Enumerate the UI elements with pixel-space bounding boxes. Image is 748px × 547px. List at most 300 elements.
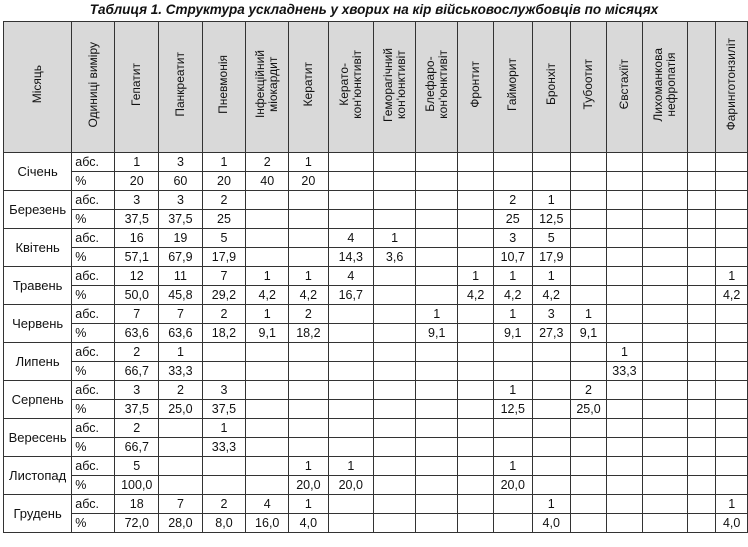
month-cell: Серпень [4, 381, 72, 419]
value-cell [571, 476, 607, 495]
table-row [4, 495, 748, 514]
value-cell [328, 210, 373, 229]
table-row [4, 400, 748, 419]
value-cell [328, 495, 373, 514]
value-cell [687, 514, 716, 533]
value-cell [571, 362, 607, 381]
header-complication [374, 22, 416, 153]
value-cell: 20,0 [494, 476, 533, 495]
value-cell: 20 [289, 172, 328, 191]
value-cell [642, 286, 687, 305]
month-cell: Квітень [4, 229, 72, 267]
header-complication [458, 22, 494, 153]
table-row [4, 229, 748, 248]
value-cell [494, 438, 533, 457]
value-cell [532, 419, 571, 438]
header-label [424, 50, 450, 119]
value-cell [571, 514, 607, 533]
value-cell [202, 476, 246, 495]
value-cell [687, 419, 716, 438]
header-text: кон'юнктивіт [349, 50, 364, 119]
value-cell: 2 [202, 495, 246, 514]
value-cell: 1 [532, 191, 571, 210]
value-cell: 1 [716, 267, 748, 286]
value-cell: 2 [115, 343, 159, 362]
value-cell [328, 438, 373, 457]
table-row [4, 419, 748, 438]
unit-cell: % [72, 514, 115, 533]
value-cell [246, 438, 289, 457]
value-cell [328, 172, 373, 191]
value-cell: 1 [328, 457, 373, 476]
value-cell: 1 [159, 343, 203, 362]
value-cell: 3 [115, 381, 159, 400]
value-cell [571, 153, 607, 172]
value-cell: 1 [606, 343, 642, 362]
value-cell: 45,8 [159, 286, 203, 305]
header-complication [606, 22, 642, 153]
value-cell: 2 [571, 381, 607, 400]
header-text: Тубоотит [580, 59, 595, 110]
value-cell [716, 191, 748, 210]
value-cell [642, 457, 687, 476]
header-label [652, 48, 678, 122]
unit-cell: % [72, 286, 115, 305]
value-cell: 18,2 [202, 324, 246, 343]
value-cell: 67,9 [159, 248, 203, 267]
value-cell [642, 324, 687, 343]
value-cell [374, 172, 416, 191]
header-complication [328, 22, 373, 153]
value-cell [374, 457, 416, 476]
unit-cell: абс. [72, 305, 115, 324]
value-cell: 5 [532, 229, 571, 248]
value-cell [716, 457, 748, 476]
value-cell: 7 [115, 305, 159, 324]
value-cell [642, 362, 687, 381]
value-cell: 4,2 [716, 286, 748, 305]
header-complication [642, 22, 687, 153]
value-cell [458, 514, 494, 533]
value-cell: 4 [328, 229, 373, 248]
value-cell [458, 400, 494, 419]
value-cell [416, 495, 458, 514]
value-cell: 29,2 [202, 286, 246, 305]
value-cell: 33,3 [159, 362, 203, 381]
value-cell: 3,6 [374, 248, 416, 267]
value-cell [687, 191, 716, 210]
value-cell [716, 172, 748, 191]
value-cell [606, 476, 642, 495]
table-row [4, 172, 748, 191]
table-row [4, 210, 748, 229]
value-cell [328, 153, 373, 172]
value-cell [687, 400, 716, 419]
value-cell [687, 362, 716, 381]
header-text: Інфекційний [253, 50, 268, 119]
value-cell [416, 267, 458, 286]
value-cell [642, 229, 687, 248]
value-cell [328, 514, 373, 533]
value-cell [687, 210, 716, 229]
value-cell [532, 457, 571, 476]
value-cell [687, 248, 716, 267]
value-cell [571, 191, 607, 210]
value-cell [642, 400, 687, 419]
header-text: Пневмонія [216, 55, 231, 114]
header-label [338, 50, 364, 119]
value-cell [606, 381, 642, 400]
value-cell: 25 [494, 210, 533, 229]
table-row [4, 438, 748, 457]
value-cell [494, 495, 533, 514]
value-cell [606, 153, 642, 172]
value-cell [532, 343, 571, 362]
header-label [725, 38, 738, 130]
month-cell: Грудень [4, 495, 72, 533]
header-label [545, 63, 558, 105]
value-cell [606, 210, 642, 229]
value-cell [289, 229, 328, 248]
value-cell [246, 381, 289, 400]
value-cell [458, 153, 494, 172]
value-cell: 1 [494, 381, 533, 400]
value-cell [246, 343, 289, 362]
value-cell: 11 [159, 267, 203, 286]
value-cell [687, 153, 716, 172]
value-cell [642, 172, 687, 191]
value-cell [458, 191, 494, 210]
value-cell [716, 381, 748, 400]
value-cell [687, 476, 716, 495]
value-cell [458, 495, 494, 514]
value-cell [458, 419, 494, 438]
value-cell [159, 476, 203, 495]
header-label [582, 59, 595, 109]
complications-table [3, 21, 748, 533]
month-cell: Вересень [4, 419, 72, 457]
value-cell [416, 419, 458, 438]
value-cell: 100,0 [115, 476, 159, 495]
value-cell [458, 172, 494, 191]
value-cell [716, 210, 748, 229]
header-label [87, 42, 100, 128]
header-text: Лихоманкова [650, 47, 665, 122]
month-cell: Січень [4, 153, 72, 191]
header-text: Фронтит [468, 61, 483, 108]
value-cell [374, 153, 416, 172]
value-cell [246, 191, 289, 210]
header-text: кон'юнктивіт [393, 50, 408, 119]
value-cell: 9,1 [494, 324, 533, 343]
value-cell [328, 305, 373, 324]
value-cell: 7 [159, 305, 203, 324]
value-cell [687, 343, 716, 362]
unit-cell: % [72, 438, 115, 457]
header-label [31, 65, 44, 103]
value-cell [374, 305, 416, 324]
value-cell: 1 [246, 267, 289, 286]
value-cell: 25 [202, 210, 246, 229]
value-cell [606, 419, 642, 438]
value-cell [687, 286, 716, 305]
value-cell [571, 286, 607, 305]
value-cell: 1 [202, 419, 246, 438]
value-cell [606, 267, 642, 286]
value-cell [642, 419, 687, 438]
unit-cell: абс. [72, 419, 115, 438]
value-cell [687, 267, 716, 286]
value-cell [374, 210, 416, 229]
header-text: нефропатія [663, 52, 678, 117]
value-cell [416, 153, 458, 172]
header-complication [159, 22, 203, 153]
value-cell [571, 267, 607, 286]
value-cell: 18,2 [289, 324, 328, 343]
value-cell: 1 [494, 305, 533, 324]
value-cell [494, 419, 533, 438]
value-cell [571, 495, 607, 514]
value-cell: 10,7 [494, 248, 533, 267]
unit-cell: абс. [72, 495, 115, 514]
table-row [4, 457, 748, 476]
value-cell [716, 324, 748, 343]
value-cell: 1 [289, 457, 328, 476]
value-cell [687, 172, 716, 191]
value-cell [642, 438, 687, 457]
value-cell [202, 457, 246, 476]
value-cell [416, 248, 458, 267]
unit-cell: абс. [72, 229, 115, 248]
value-cell [642, 191, 687, 210]
value-cell [289, 343, 328, 362]
value-cell [416, 172, 458, 191]
value-cell: 2 [202, 191, 246, 210]
value-cell [374, 476, 416, 495]
value-cell [642, 248, 687, 267]
value-cell: 37,5 [115, 210, 159, 229]
value-cell: 3 [159, 191, 203, 210]
value-cell [289, 400, 328, 419]
value-cell: 4,0 [289, 514, 328, 533]
value-cell [374, 267, 416, 286]
value-cell: 40 [246, 172, 289, 191]
value-cell [571, 438, 607, 457]
value-cell [289, 191, 328, 210]
value-cell [289, 248, 328, 267]
value-cell: 60 [159, 172, 203, 191]
header-label [469, 61, 482, 108]
value-cell [416, 362, 458, 381]
value-cell: 2 [202, 305, 246, 324]
value-cell [246, 476, 289, 495]
value-cell [687, 229, 716, 248]
value-cell [532, 172, 571, 191]
value-cell [606, 305, 642, 324]
value-cell [416, 343, 458, 362]
header-text: кон'юнктивіт [435, 50, 450, 119]
value-cell [328, 191, 373, 210]
value-cell [642, 210, 687, 229]
value-cell [687, 438, 716, 457]
unit-cell: % [72, 362, 115, 381]
table-row [4, 248, 748, 267]
value-cell [458, 343, 494, 362]
value-cell [328, 324, 373, 343]
value-cell [687, 324, 716, 343]
value-cell: 7 [159, 495, 203, 514]
value-cell: 1 [246, 305, 289, 324]
table-row [4, 191, 748, 210]
value-cell [687, 381, 716, 400]
unit-cell: % [72, 400, 115, 419]
value-cell [494, 153, 533, 172]
value-cell: 5 [202, 229, 246, 248]
value-cell [159, 438, 203, 457]
table-row [4, 476, 748, 495]
table-row [4, 305, 748, 324]
value-cell [246, 248, 289, 267]
value-cell [458, 457, 494, 476]
unit-cell: % [72, 324, 115, 343]
value-cell [606, 172, 642, 191]
value-cell [374, 438, 416, 457]
value-cell [571, 229, 607, 248]
table-caption: Таблиця 1. Структура ускладнень у хворих на кір військовослужбовців по місяцях [89, 2, 659, 17]
value-cell [571, 210, 607, 229]
value-cell: 4,0 [532, 514, 571, 533]
value-cell: 28,0 [159, 514, 203, 533]
value-cell [374, 495, 416, 514]
value-cell [328, 343, 373, 362]
value-cell [246, 419, 289, 438]
value-cell [416, 210, 458, 229]
header-text: Гайморит [505, 58, 520, 111]
header-text: Керато- [336, 63, 351, 106]
table-row [4, 362, 748, 381]
value-cell [328, 381, 373, 400]
value-cell [494, 172, 533, 191]
value-cell [716, 153, 748, 172]
value-cell: 2 [289, 305, 328, 324]
value-cell [416, 457, 458, 476]
value-cell: 1 [374, 229, 416, 248]
month-cell: Листопад [4, 457, 72, 495]
value-cell [416, 514, 458, 533]
value-cell [289, 210, 328, 229]
header-label [174, 52, 187, 117]
value-cell [571, 457, 607, 476]
value-cell [716, 343, 748, 362]
value-cell: 4 [328, 267, 373, 286]
value-cell: 63,6 [159, 324, 203, 343]
value-cell [571, 172, 607, 191]
value-cell: 7 [202, 267, 246, 286]
value-cell [328, 419, 373, 438]
value-cell [374, 362, 416, 381]
value-cell: 20 [202, 172, 246, 191]
value-cell [328, 400, 373, 419]
unit-cell: абс. [72, 267, 115, 286]
header-text: Бронхіт [543, 63, 558, 106]
header-complication [246, 22, 289, 153]
value-cell [606, 514, 642, 533]
value-cell: 25,0 [159, 400, 203, 419]
header-month [4, 22, 72, 153]
value-cell [494, 362, 533, 381]
value-cell [571, 419, 607, 438]
header-label [618, 59, 631, 109]
value-cell: 1 [289, 153, 328, 172]
value-cell: 1 [716, 495, 748, 514]
value-cell: 33,3 [606, 362, 642, 381]
value-cell: 20,0 [328, 476, 373, 495]
value-cell: 72,0 [115, 514, 159, 533]
value-cell: 4,2 [289, 286, 328, 305]
table-row [4, 153, 748, 172]
value-cell: 1 [532, 267, 571, 286]
value-cell: 33,3 [202, 438, 246, 457]
value-cell [159, 419, 203, 438]
value-cell [374, 381, 416, 400]
value-cell: 5 [115, 457, 159, 476]
value-cell [716, 419, 748, 438]
value-cell [606, 229, 642, 248]
value-cell [606, 400, 642, 419]
unit-cell: % [72, 248, 115, 267]
value-cell: 2 [246, 153, 289, 172]
header-complication [494, 22, 533, 153]
value-cell [416, 191, 458, 210]
value-cell [374, 514, 416, 533]
value-cell [202, 362, 246, 381]
value-cell [532, 400, 571, 419]
value-cell [642, 514, 687, 533]
value-cell: 3 [202, 381, 246, 400]
value-cell: 9,1 [416, 324, 458, 343]
value-cell [416, 381, 458, 400]
table-row [4, 324, 748, 343]
value-cell: 50,0 [115, 286, 159, 305]
value-cell [289, 381, 328, 400]
value-cell [246, 400, 289, 419]
value-cell [458, 210, 494, 229]
value-cell [416, 400, 458, 419]
month-cell: Червень [4, 305, 72, 343]
header-text: міокардит [266, 56, 281, 113]
value-cell [642, 267, 687, 286]
unit-cell: абс. [72, 153, 115, 172]
value-cell: 1 [494, 457, 533, 476]
value-cell [374, 400, 416, 419]
value-cell [606, 286, 642, 305]
value-cell [374, 343, 416, 362]
header-text: Євстахіїт [616, 59, 631, 110]
value-cell: 9,1 [571, 324, 607, 343]
header-label [130, 63, 143, 106]
value-cell: 57,1 [115, 248, 159, 267]
value-cell: 4,2 [494, 286, 533, 305]
value-cell [642, 495, 687, 514]
value-cell: 1 [532, 495, 571, 514]
value-cell [716, 400, 748, 419]
header-label [217, 55, 230, 114]
value-cell: 1 [289, 267, 328, 286]
value-cell: 25,0 [571, 400, 607, 419]
table-row [4, 267, 748, 286]
value-cell: 4,2 [458, 286, 494, 305]
value-cell [246, 457, 289, 476]
